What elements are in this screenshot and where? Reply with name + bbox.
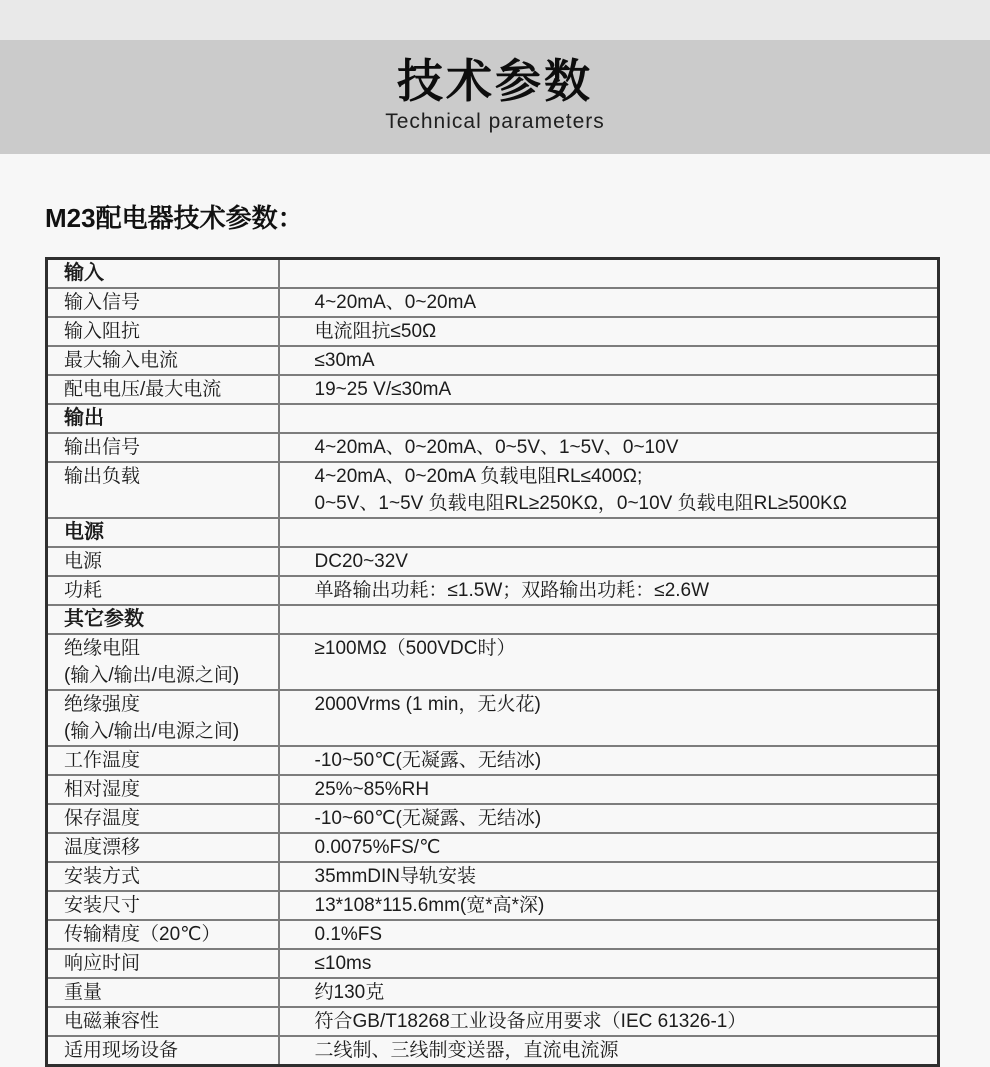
spec-label-cell: 温度漂移: [47, 833, 279, 862]
spec-value-cell: DC20~32V: [279, 547, 939, 576]
spec-label-cell: 响应时间: [47, 949, 279, 978]
spec-row: [47, 462, 939, 518]
spec-value-cell: [279, 462, 939, 518]
page-subtitle: Technical parameters: [385, 110, 605, 133]
spec-row: [47, 317, 939, 346]
spec-row: [47, 433, 939, 462]
spec-value-cell: ≤10ms: [279, 949, 939, 978]
spec-label-cell: 安装方式: [47, 862, 279, 891]
spec-value-cell: -10~50℃(无凝露、无结冰): [279, 746, 939, 775]
spec-value-line: 4~20mA、0~20mA 负载电阻RL≤400Ω;: [314, 466, 643, 487]
spec-table: [45, 257, 940, 1067]
section-heading: M23配电器技术参数：: [45, 203, 304, 233]
spec-row: [47, 978, 939, 1007]
spec-row: [47, 833, 939, 862]
spec-label-cell: 电磁兼容性: [47, 1007, 279, 1036]
spec-value-cell: 电流阻抗≤50Ω: [279, 317, 939, 346]
spec-row: [47, 891, 939, 920]
spec-row: [47, 605, 939, 634]
spec-value-cell: -10~60℃(无凝露、无结冰): [279, 804, 939, 833]
spec-label-cell: 输出: [47, 404, 279, 433]
spec-label-line: (输入/输出/电源之间): [64, 665, 240, 686]
spec-label-cell: 电源: [47, 547, 279, 576]
spec-label-cell: 输入信号: [47, 288, 279, 317]
spec-label-cell: 安装尺寸: [47, 891, 279, 920]
spec-label-cell: 最大输入电流: [47, 346, 279, 375]
spec-label-cell: 工作温度: [47, 746, 279, 775]
spec-row: [47, 862, 939, 891]
spec-value-cell: 25%~85%RH: [279, 775, 939, 804]
spec-row: [47, 404, 939, 433]
spec-row: [47, 346, 939, 375]
spec-label-line: 绝缘电阻: [64, 638, 141, 659]
spec-value-cell: [279, 605, 939, 634]
content-area: [0, 154, 990, 1067]
spec-row: [47, 518, 939, 547]
spec-row: [47, 576, 939, 605]
spec-label-cell: 输入阻抗: [47, 317, 279, 346]
spec-label-cell: 重量: [47, 978, 279, 1007]
spec-row: [47, 804, 939, 833]
spec-value-line: 0~5V、1~5V 负载电阻RL≥250KΩ，0~10V 负载电阻RL≥500KΩ: [314, 493, 847, 514]
spec-value-cell: 19~25 V/≤30mA: [279, 375, 939, 404]
spec-row: [47, 288, 939, 317]
spec-row: [47, 1036, 939, 1066]
spec-label-cell: 电源: [47, 518, 279, 547]
spec-label-cell: 输入: [47, 259, 279, 289]
spec-value-cell: 2000Vrms (1 min，无火花): [279, 690, 939, 746]
spec-label-line: (输入/输出/电源之间): [64, 721, 240, 742]
spec-row: [47, 1007, 939, 1036]
spec-row: [47, 775, 939, 804]
spec-row: [47, 375, 939, 404]
spec-value-cell: 35mmDIN导轨安装: [279, 862, 939, 891]
spec-value-cell: [279, 518, 939, 547]
spec-value-cell: 13*108*115.6mm(宽*高*深): [279, 891, 939, 920]
page-title: 技术参数: [397, 55, 593, 107]
spec-value-cell: 0.0075%FS/℃: [279, 833, 939, 862]
spec-value-cell: [279, 259, 939, 289]
spec-value-cell: ≥100MΩ（500VDC时）: [279, 634, 939, 690]
spec-row: [47, 634, 939, 690]
title-band: [0, 40, 990, 154]
spec-label-cell: 其它参数: [47, 605, 279, 634]
spec-label-cell: 配电电压/最大电流: [47, 375, 279, 404]
top-strip: [0, 0, 990, 40]
spec-row: [47, 259, 939, 289]
spec-label-line: 绝缘强度: [64, 694, 141, 715]
spec-label-cell: [47, 634, 279, 690]
spec-row: [47, 746, 939, 775]
spec-value-cell: 二线制、三线制变送器，直流电流源: [279, 1036, 939, 1066]
spec-value-cell: ≤30mA: [279, 346, 939, 375]
spec-label-cell: 传输精度（20℃）: [47, 920, 279, 949]
spec-label-cell: 功耗: [47, 576, 279, 605]
spec-value-cell: 约130克: [279, 978, 939, 1007]
spec-row: [47, 920, 939, 949]
spec-value-cell: 单路输出功耗：≤1.5W；双路输出功耗：≤2.6W: [279, 576, 939, 605]
spec-row: [47, 547, 939, 576]
spec-row: [47, 949, 939, 978]
spec-value-cell: 4~20mA、0~20mA、0~5V、1~5V、0~10V: [279, 433, 939, 462]
spec-label-cell: 适用现场设备: [47, 1036, 279, 1066]
spec-label-cell: 输出信号: [47, 433, 279, 462]
spec-value-cell: 0.1%FS: [279, 920, 939, 949]
spec-value-cell: 4~20mA、0~20mA: [279, 288, 939, 317]
spec-value-cell: 符合GB/T18268工业设备应用要求（IEC 61326-1）: [279, 1007, 939, 1036]
spec-label-cell: 相对湿度: [47, 775, 279, 804]
spec-label-cell: 输出负载: [47, 462, 279, 518]
spec-label-cell: 保存温度: [47, 804, 279, 833]
spec-label-cell: [47, 690, 279, 746]
spec-row: [47, 690, 939, 746]
spec-value-cell: [279, 404, 939, 433]
